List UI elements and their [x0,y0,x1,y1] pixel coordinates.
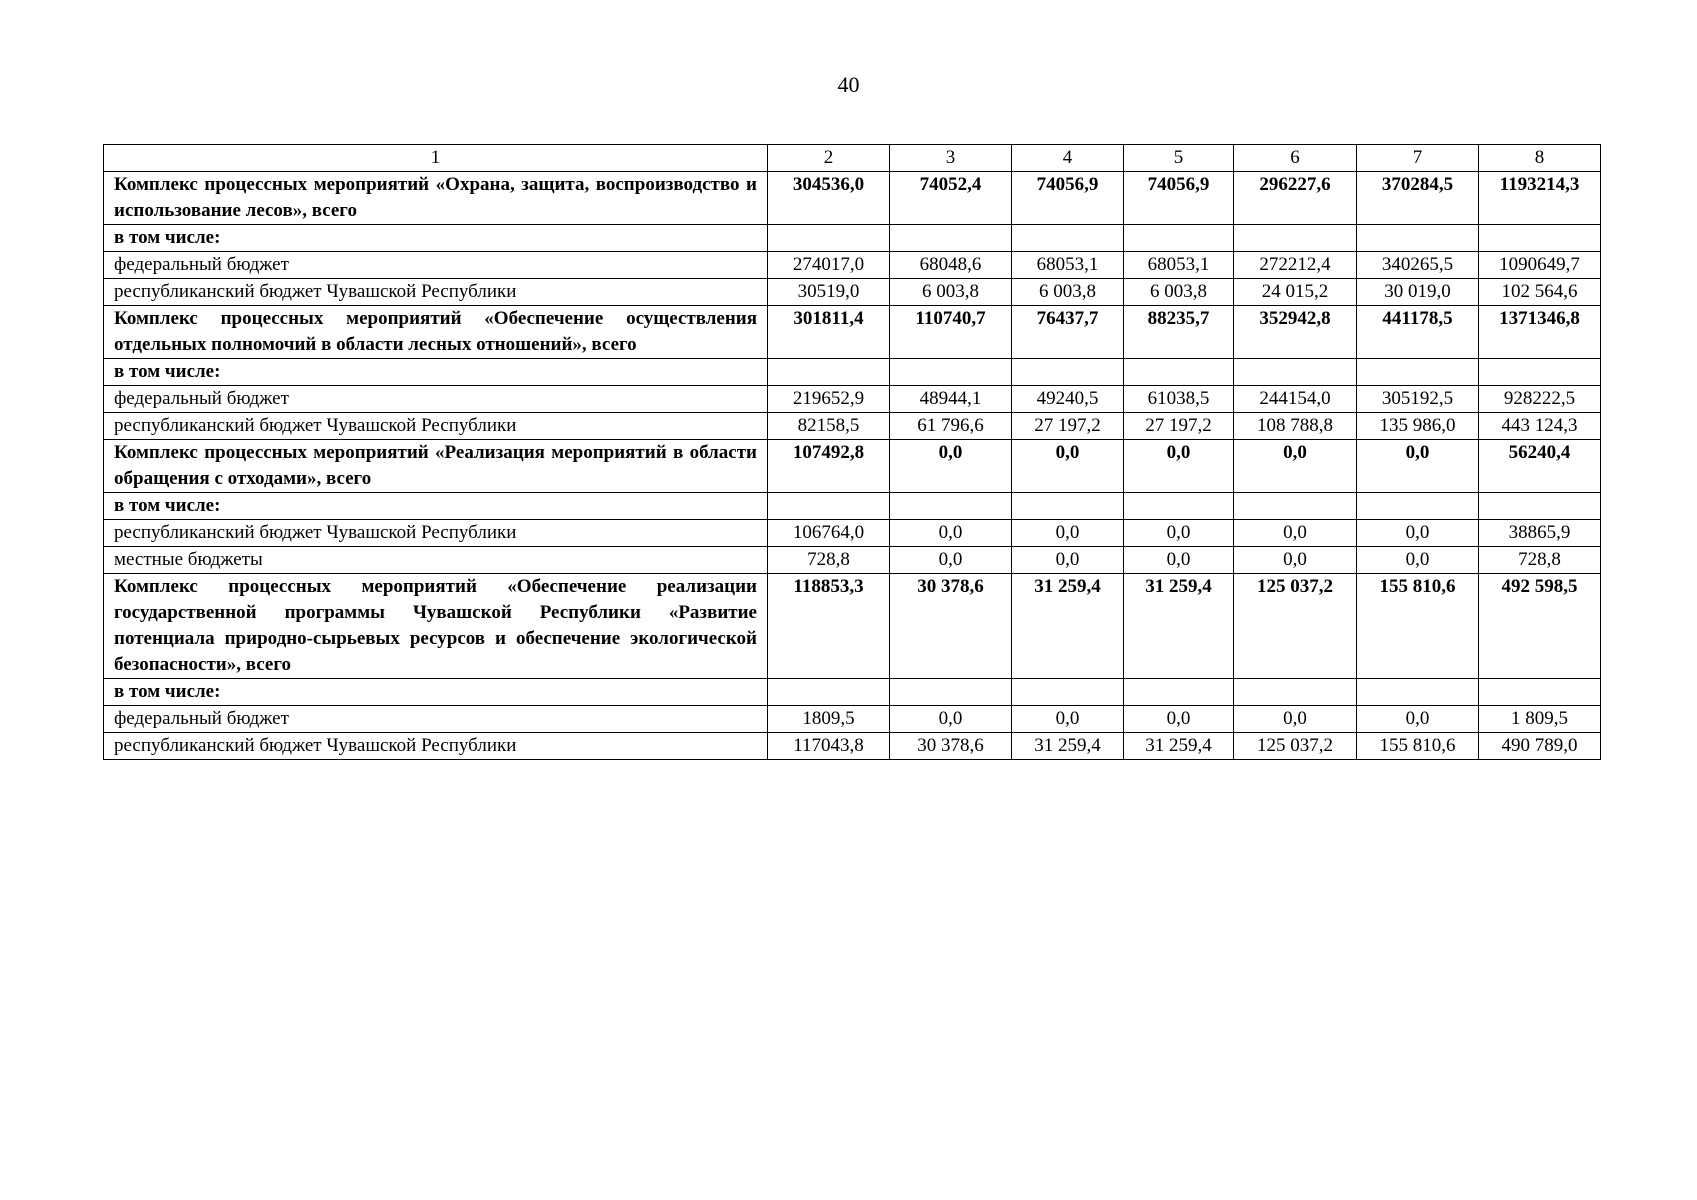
value-cell: 27 197,2 [1124,413,1234,440]
value-cell: 0,0 [1012,706,1124,733]
value-cell: 125 037,2 [1234,733,1357,760]
value-cell: 0,0 [1124,440,1234,493]
program-total-row [104,574,1601,679]
value-cell: 728,8 [768,547,890,574]
value-cell: 88235,7 [1124,306,1234,359]
value-cell: 155 810,6 [1357,574,1479,679]
value-cell [1479,225,1601,252]
value-cell: 492 598,5 [1479,574,1601,679]
value-cell: 82158,5 [768,413,890,440]
value-cell: 370284,5 [1357,172,1479,225]
value-cell: 340265,5 [1357,252,1479,279]
value-cell [1357,359,1479,386]
value-cell: 0,0 [1234,520,1357,547]
value-cell: 31 259,4 [1012,733,1124,760]
value-cell: 0,0 [1234,706,1357,733]
value-cell: 48944,1 [890,386,1012,413]
value-cell: 61038,5 [1124,386,1234,413]
value-cell: 118853,3 [768,574,890,679]
value-cell [1124,225,1234,252]
budget-source-row [104,252,1601,279]
value-cell [1479,679,1601,706]
value-cell: 31 259,4 [1124,733,1234,760]
value-cell: 1809,5 [768,706,890,733]
row-label: в том числе: [104,679,768,706]
column-header: 2 [768,145,890,172]
value-cell: 30 378,6 [890,733,1012,760]
value-cell: 102 564,6 [1479,279,1601,306]
program-total-row [104,172,1601,225]
value-cell: 110740,7 [890,306,1012,359]
value-cell: 0,0 [1012,440,1124,493]
value-cell: 1 809,5 [1479,706,1601,733]
column-header: 6 [1234,145,1357,172]
row-label: федеральный бюджет [104,706,768,733]
row-label: федеральный бюджет [104,252,768,279]
value-cell: 74052,4 [890,172,1012,225]
value-cell [1124,493,1234,520]
value-cell: 244154,0 [1234,386,1357,413]
value-cell [1124,679,1234,706]
header-row [104,145,1601,172]
value-cell: 0,0 [1012,547,1124,574]
value-cell [1234,359,1357,386]
value-cell [1234,225,1357,252]
value-cell [1012,493,1124,520]
value-cell: 61 796,6 [890,413,1012,440]
column-header: 1 [104,145,768,172]
value-cell [1479,493,1601,520]
value-cell: 68053,1 [1124,252,1234,279]
column-header: 4 [1012,145,1124,172]
value-cell [890,493,1012,520]
value-cell: 76437,7 [1012,306,1124,359]
value-cell [768,493,890,520]
row-label: республиканский бюджет Чувашской Республики [104,279,768,306]
row-label: республиканский бюджет Чувашской Республики [104,413,768,440]
value-cell: 1193214,3 [1479,172,1601,225]
value-cell: 0,0 [890,440,1012,493]
subheading-row [104,359,1601,386]
row-label: федеральный бюджет [104,386,768,413]
column-header: 7 [1357,145,1479,172]
value-cell: 0,0 [1357,706,1479,733]
row-label: республиканский бюджет Чувашской Республики [104,733,768,760]
value-cell: 0,0 [1357,520,1479,547]
value-cell: 117043,8 [768,733,890,760]
value-cell: 125 037,2 [1234,574,1357,679]
value-cell: 0,0 [890,706,1012,733]
row-label: Комплекс процессных мероприятий «Охрана, защита, воспроизводство и использование лесов», всего [104,172,768,225]
budget-source-row [104,547,1601,574]
value-cell [1234,493,1357,520]
value-cell: 0,0 [1357,547,1479,574]
value-cell: 0,0 [1124,520,1234,547]
value-cell: 0,0 [890,520,1012,547]
row-label: Комплекс процессных мероприятий «Обеспечение осуществления отдельных полномочий в области лесных отношений», всего [104,306,768,359]
value-cell: 68053,1 [1012,252,1124,279]
value-cell: 219652,9 [768,386,890,413]
column-header: 8 [1479,145,1601,172]
value-cell: 0,0 [1357,440,1479,493]
value-cell [768,359,890,386]
row-label: в том числе: [104,359,768,386]
value-cell: 1371346,8 [1479,306,1601,359]
value-cell: 24 015,2 [1234,279,1357,306]
budget-source-row [104,733,1601,760]
value-cell [1357,493,1479,520]
value-cell: 441178,5 [1357,306,1479,359]
subheading-row [104,493,1601,520]
value-cell: 301811,4 [768,306,890,359]
value-cell [890,679,1012,706]
value-cell [768,679,890,706]
subheading-row [104,225,1601,252]
row-label: в том числе: [104,225,768,252]
value-cell: 30519,0 [768,279,890,306]
budget-source-row [104,279,1601,306]
table-body [104,145,1601,760]
value-cell: 6 003,8 [1124,279,1234,306]
value-cell [1012,359,1124,386]
value-cell: 0,0 [1234,440,1357,493]
value-cell: 305192,5 [1357,386,1479,413]
value-cell [1012,679,1124,706]
value-cell: 106764,0 [768,520,890,547]
value-cell: 0,0 [1124,547,1234,574]
value-cell: 274017,0 [768,252,890,279]
value-cell [1124,359,1234,386]
value-cell: 928222,5 [1479,386,1601,413]
value-cell: 296227,6 [1234,172,1357,225]
value-cell: 6 003,8 [890,279,1012,306]
column-header: 5 [1124,145,1234,172]
value-cell: 352942,8 [1234,306,1357,359]
value-cell: 135 986,0 [1357,413,1479,440]
value-cell [1479,359,1601,386]
value-cell: 27 197,2 [1012,413,1124,440]
row-label: республиканский бюджет Чувашской Республики [104,520,768,547]
value-cell: 38865,9 [1479,520,1601,547]
value-cell: 31 259,4 [1012,574,1124,679]
value-cell: 107492,8 [768,440,890,493]
program-total-row [104,306,1601,359]
value-cell: 49240,5 [1012,386,1124,413]
value-cell: 1090649,7 [1479,252,1601,279]
budget-source-row [104,386,1601,413]
value-cell: 108 788,8 [1234,413,1357,440]
row-label: в том числе: [104,493,768,520]
value-cell: 155 810,6 [1357,733,1479,760]
value-cell [1012,225,1124,252]
budget-table [103,144,1601,760]
value-cell: 490 789,0 [1479,733,1601,760]
value-cell: 68048,6 [890,252,1012,279]
budget-source-row [104,520,1601,547]
value-cell: 304536,0 [768,172,890,225]
row-label: Комплекс процессных мероприятий «Обеспечение реализации государственной программы Чувашской Республики «Развитие потенциала природно-сырьевых ресурсов и обеспечение экологической безопасности», всего [104,574,768,679]
budget-source-row [104,706,1601,733]
value-cell: 74056,9 [1012,172,1124,225]
column-header: 3 [890,145,1012,172]
value-cell: 6 003,8 [1012,279,1124,306]
value-cell: 31 259,4 [1124,574,1234,679]
value-cell: 443 124,3 [1479,413,1601,440]
value-cell: 728,8 [1479,547,1601,574]
value-cell: 74056,9 [1124,172,1234,225]
budget-source-row [104,413,1601,440]
value-cell: 272212,4 [1234,252,1357,279]
value-cell: 0,0 [1012,520,1124,547]
program-total-row [104,440,1601,493]
value-cell [1357,225,1479,252]
value-cell: 56240,4 [1479,440,1601,493]
value-cell: 0,0 [890,547,1012,574]
page-number: 40 [837,72,860,97]
value-cell [1357,679,1479,706]
value-cell: 30 019,0 [1357,279,1479,306]
value-cell [768,225,890,252]
value-cell [890,225,1012,252]
subheading-row [104,679,1601,706]
row-label: Комплекс процессных мероприятий «Реализация мероприятий в области обращения с отходами», всего [104,440,768,493]
value-cell: 30 378,6 [890,574,1012,679]
row-label: местные бюджеты [104,547,768,574]
value-cell: 0,0 [1234,547,1357,574]
value-cell [890,359,1012,386]
value-cell [1234,679,1357,706]
value-cell: 0,0 [1124,706,1234,733]
